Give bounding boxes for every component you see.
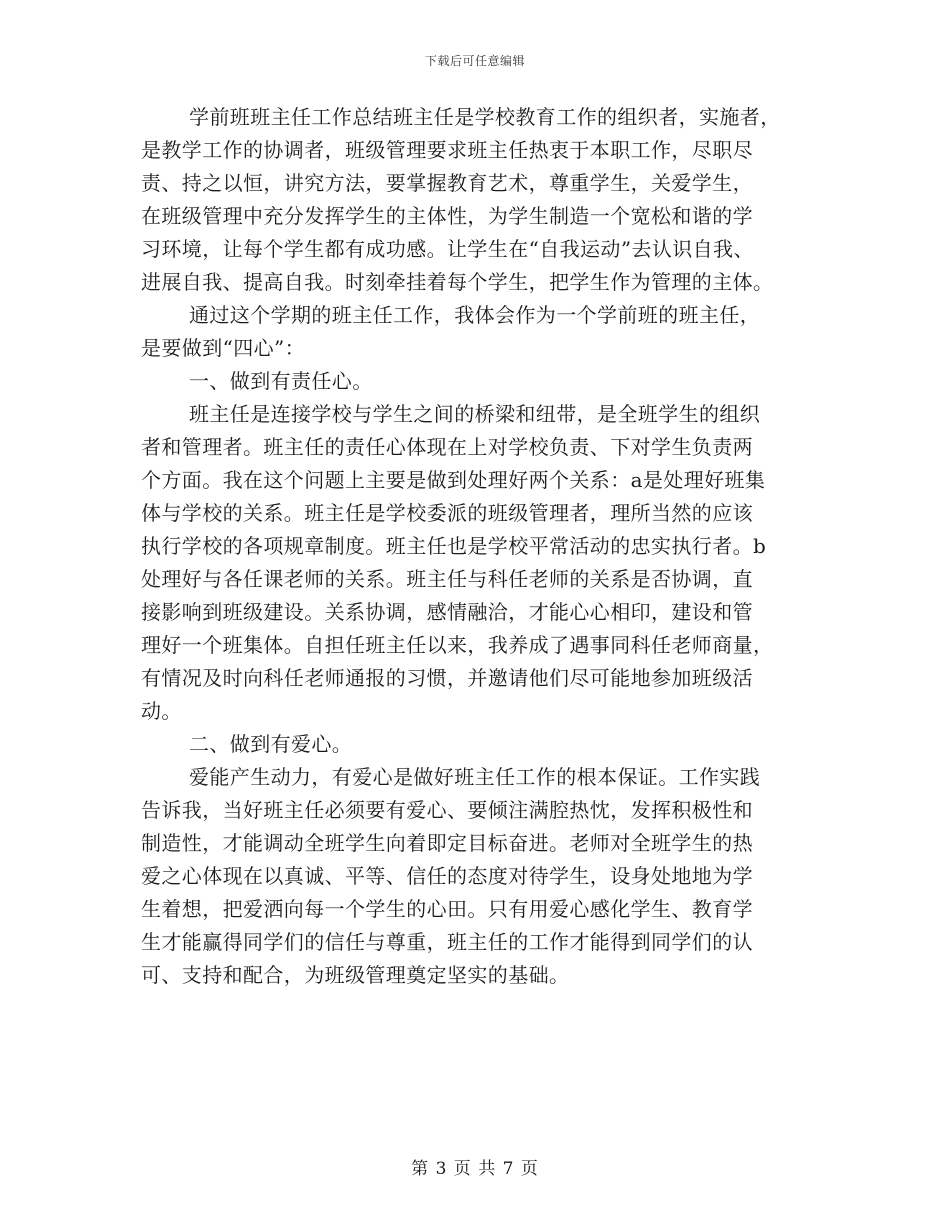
text-line: 理好一个班集体。自担任班主任以来，我养成了遇事同科任老师商量， bbox=[141, 633, 774, 657]
text-line: 体与学校的关系。班主任是学校委派的班级管理者，理所当然的应该 bbox=[141, 501, 753, 525]
text-line: 爱能产生动力，有爱心是做好班主任工作的根本保证。工作实践 bbox=[189, 765, 761, 789]
section-heading: 二、做到有爱心。 bbox=[189, 732, 353, 756]
text-line: 学前班班主任工作总结班主任是学校教育工作的组织者，实施者， bbox=[189, 105, 781, 129]
text-line: 处理好与各任课老师的关系。班主任与科任老师的关系是否协调，直 bbox=[141, 567, 753, 591]
text-line: 在班级管理中充分发挥学生的主体性，为学生制造一个宽松和谐的学 bbox=[141, 204, 753, 228]
text-line: 生才能赢得同学们的信任与尊重，班主任的工作才能得到同学们的认 bbox=[141, 930, 753, 954]
text-line: 是要做到“四心”： bbox=[141, 336, 306, 360]
text-line: 执行学校的各项规章制度。班主任也是学校平常活动的忠实执行者。b bbox=[141, 534, 767, 558]
text-line: 告诉我，当好班主任必须要有爱心、要倾注满腔热忱，发挥积极性和 bbox=[141, 798, 753, 822]
section-heading: 一、做到有责任心。 bbox=[189, 369, 373, 393]
text-line: 进展自我、提高自我。时刻牵挂着每个学生，把学生作为管理的主体。 bbox=[141, 270, 774, 294]
page-header: 下载后可任意编辑 bbox=[424, 54, 525, 68]
page-number-footer: 第 3 页 共 7 页 bbox=[411, 1159, 539, 1179]
text-line: 是教学工作的协调者，班级管理要求班主任热衷于本职工作，尽职尽 bbox=[141, 138, 753, 162]
text-line: 制造性，才能调动全班学生向着即定目标奋进。老师对全班学生的热 bbox=[141, 831, 753, 855]
text-line: 动。 bbox=[141, 699, 182, 723]
text-line: 通过这个学期的班主任工作，我体会作为一个学前班的班主任， bbox=[189, 303, 761, 327]
text-line: 班主任是连接学校与学生之间的桥梁和纽带，是全班学生的组织 bbox=[189, 402, 761, 426]
text-line: 接影响到班级建设。关系协调，感情融洽，才能心心相印，建设和管 bbox=[141, 600, 753, 624]
text-line: 有情况及时向科任老师通报的习惯，并邀请他们尽可能地参加班级活 bbox=[141, 666, 753, 690]
text-line: 可、支持和配合，为班级管理奠定坚实的基础。 bbox=[141, 963, 570, 987]
text-line: 爱之心体现在以真诚、平等、信任的态度对待学生，设身处地地为学 bbox=[141, 864, 753, 888]
text-line: 个方面。我在这个问题上主要是做到处理好两个关系：a是处理好班集 bbox=[141, 468, 766, 492]
text-line: 者和管理者。班主任的责任心体现在上对学校负责、下对学生负责两 bbox=[141, 435, 753, 459]
text-line: 责、持之以恒，讲究方法，要掌握教育艺术，尊重学生，关爱学生， bbox=[141, 171, 753, 195]
text-line: 习环境，让每个学生都有成功感。让学生在“自我运动”去认识自我、 bbox=[141, 237, 754, 261]
document-body bbox=[141, 101, 809, 992]
text-line: 生着想，把爱洒向每一个学生的心田。只有用爱心感化学生、教育学 bbox=[141, 897, 753, 921]
